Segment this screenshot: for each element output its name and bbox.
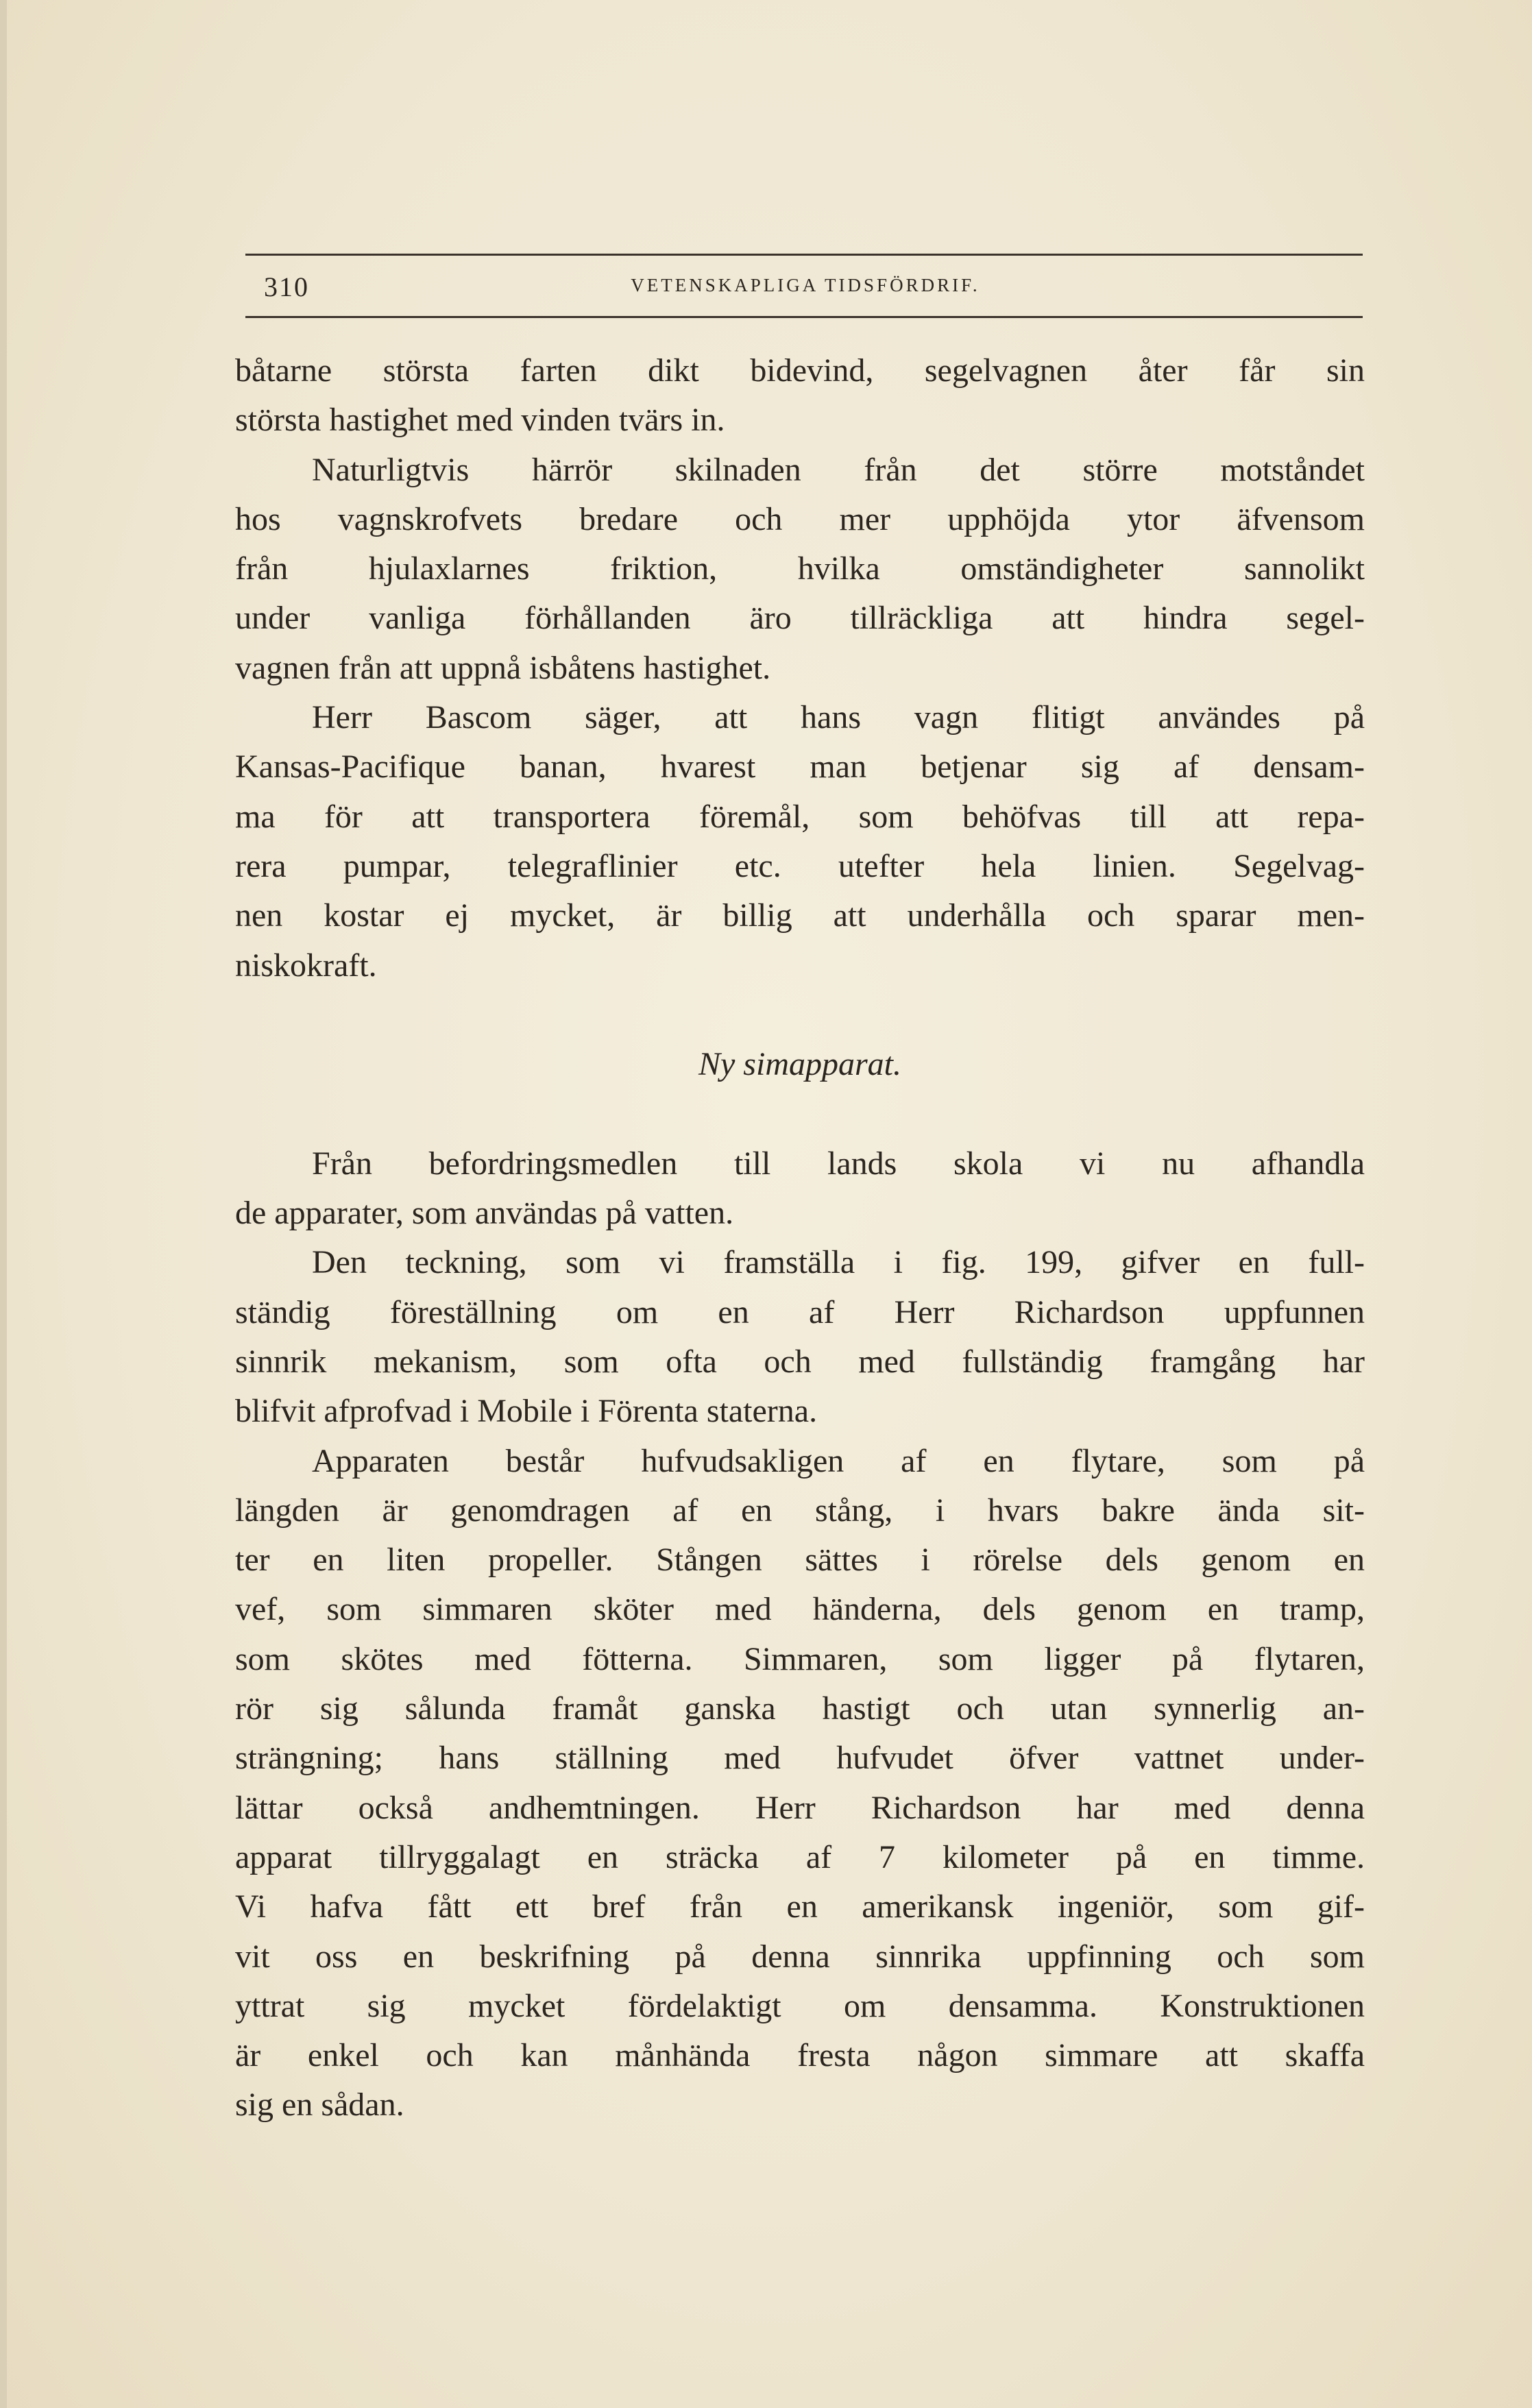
text-line: hos vagnskrofvets bredare och mer upphöjda ytor äfvensom xyxy=(235,500,1365,537)
text-line: Apparaten består hufvudsakligen af en flytare, som på xyxy=(312,1442,1365,1479)
text-line: vef, som simmaren sköter med händerna, dels genom en tramp, xyxy=(235,1591,1365,1628)
header-rule-bottom xyxy=(245,316,1363,318)
text-line: rera pumpar, telegraflinier etc. utefter hela linien. Segelvag- xyxy=(235,847,1365,884)
blank-line xyxy=(235,1089,1365,1139)
page-number: 310 xyxy=(264,271,309,302)
text-line: Från befordringsmedlen till lands skola vi nu afhandla xyxy=(312,1145,1365,1182)
text-line: Naturligtvis härrör skilnaden från det större motståndet xyxy=(312,451,1365,488)
text-line: blifvit afprofvad i Mobile i Förenta staterna. xyxy=(235,1393,818,1430)
text-line: som skötes med fötterna. Simmaren, som ligger på flytaren, xyxy=(235,1640,1365,1677)
text-line: längden är genomdragen af en stång, i hvars bakre ända sit- xyxy=(235,1492,1365,1529)
running-header xyxy=(264,271,1347,305)
text-line: Den teckning, som vi framställa i fig. 199, gifver en full- xyxy=(312,1244,1365,1281)
text-line: under vanliga förhållanden äro tillräckliga att hindra segel- xyxy=(235,600,1365,637)
text-line: ma för att transportera föremål, som behöfvas till att repa- xyxy=(235,798,1365,835)
header-rule-top xyxy=(245,254,1363,256)
text-line: rör sig sålunda framåt ganska hastigt och utan synnerlig an- xyxy=(235,1690,1365,1727)
running-title: VETENSKAPLIGA TIDSFÖRDRIF. xyxy=(631,275,980,295)
section-heading: Ny simapparat. xyxy=(698,1046,901,1083)
text-line: niskokraft. xyxy=(235,947,377,984)
text-line: Kansas-Pacifique banan, hvarest man betjenar sig af densam- xyxy=(235,749,1365,786)
page-edge xyxy=(0,0,7,2408)
text-line: ter en liten propeller. Stången sättes i rörelse dels genom en xyxy=(235,1542,1365,1579)
text-line: yttrat sig mycket fördelaktigt om densamma. Konstruktionen xyxy=(235,1987,1365,2024)
text-line: Vi hafva fått ett bref från en amerikansk ingeniör, som gif- xyxy=(235,1888,1365,1925)
text-line: vit oss en beskrifning på denna sinnrika uppfinning och som xyxy=(235,1938,1365,1975)
text-line: de apparater, som användas på vatten. xyxy=(235,1195,734,1232)
text-line: sinnrik mekanism, som ofta och med fullständig framgång har xyxy=(235,1343,1365,1380)
text-line: sig en sådan. xyxy=(235,2087,404,2124)
blank-line xyxy=(235,990,1365,1040)
text-line: båtarne största farten dikt bidevind, segelvagnen åter får sin xyxy=(235,352,1365,389)
text-line: från hjulaxlarnes friktion, hvilka omständigheter sannolikt xyxy=(235,550,1365,587)
text-line: nen kostar ej mycket, är billig att underhålla och sparar men- xyxy=(235,897,1365,934)
text-line: största hastighet med vinden tvärs in. xyxy=(235,402,725,439)
text-line: ständig föreställning om en af Herr Richardson uppfunnen xyxy=(235,1293,1365,1330)
text-line: Herr Bascom säger, att hans vagn flitigt användes på xyxy=(312,699,1365,736)
text-line: lättar också andhemtningen. Herr Richardson har med denna xyxy=(235,1789,1365,1826)
body-text xyxy=(235,346,1365,2130)
text-line: är enkel och kan månhända fresta någon simmare att skaffa xyxy=(235,2037,1365,2074)
text-line: vagnen från att uppnå isbåtens hastighet. xyxy=(235,649,771,686)
text-line: apparat tillryggalagt en sträcka af 7 kilometer på en timme. xyxy=(235,1838,1365,1875)
text-line: strängning; hans ställning med hufvudet öfver vattnet under- xyxy=(235,1740,1365,1777)
